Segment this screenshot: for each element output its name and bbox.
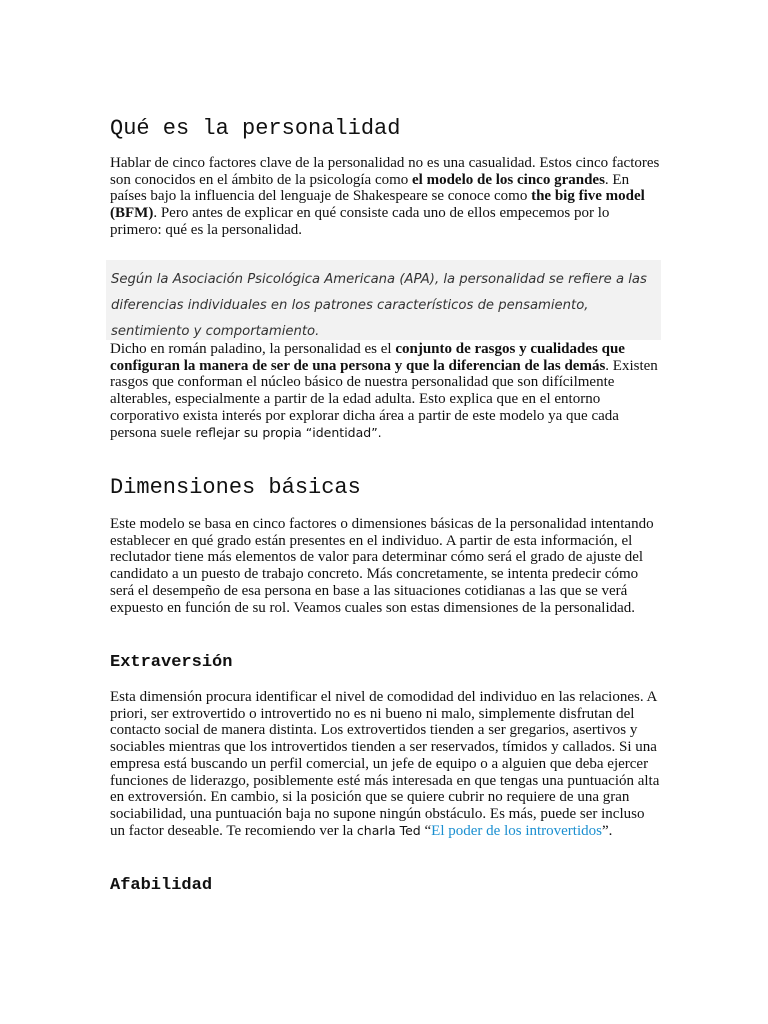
paragraph-definition: Dicho en román paladino, la personalidad es el conjunto de rasgos y cualidades que configuran la manera de ser de una persona y que la diferencian de las demás. Existen rasgos que conforman el núcleo básico de nuestra personalidad que son difícilmente alterables, especialmente a partir de la edad adulta. Esto explica que en el entorno corporativo exista interés por explorar dicha área a partir de este modelo ya que cada persona suele reflejar su propia “identidad”. (110, 341, 658, 441)
link-el-poder-de-los-introvertidos[interactable]: El poder de los introvertidos (431, 822, 602, 839)
apa-quote-text: Según la Asociación Psicológica Americana (APA), la personalidad se refiere a las diferencias individuales en los patrones característicos de pensamiento, sentimiento y comportamiento. (111, 272, 647, 339)
heading-afabilidad: Afabilidad (110, 876, 213, 895)
heading-extraversion: Extraversión (110, 653, 233, 672)
apa-quote-block (106, 260, 661, 340)
paragraph-intro: Hablar de cinco factores clave de la personalidad no es una casualidad. Estos cinco factores son conocidos en el ámbito de la psicología como el modelo de los cinco grandes. En países bajo la influencia del lenguaje de Shakespeare se conoce como the big five model (BFM). Pero antes de explicar en qué consiste cada uno de ellos empecemos por lo primero: qué es la personalidad. (110, 155, 660, 238)
paragraph-extraversion: Esta dimensión procura identificar el nivel de comodidad del individuo en las relaciones. A priori, ser extrovertido o introvertido no es ni bueno ni malo, simplemente disfrutan del contacto social de manera distinta. Los extrovertidos tienden a ser gregarios, asertivos y sociables mientras que los introvertidos tienden a ser reservados, tímidos y callados. Si una empresa está buscando un perfil comercial, un jefe de equipo o a alguien que deba ejercer funciones de liderazgo, posiblemente esté más interesada en que tengas una puntuación alta en extroversión. En cambio, si la posición que se quiere cubrir no requiere de una gran sociabilidad, una puntuación baja no supone ningún obstáculo. Es más, puede ser incluso un factor deseable. Te recomiendo ver la charla Ted “El poder de los introvertidos”. (110, 689, 660, 839)
paragraph-dimensiones: Este modelo se basa en cinco factores o dimensiones básicas de la personalidad intentando establecer en qué grado están presentes en el individuo. A partir de esta información, el reclutador tiene más elementos de valor para determinar cómo será el grado de ajuste del candidato a un puesto de trabajo concreto. Más concretamente, se intenta predecir cómo será el desempeño de esa persona en base a las situaciones cotidianas a las que se verá expuesto en función de su rol. Veamos cuales son estas dimensiones de la personalidad. (110, 516, 654, 616)
heading-que-es-la-personalidad: Qué es la personalidad (110, 116, 401, 141)
heading-dimensiones-basicas: Dimensiones básicas (110, 475, 361, 500)
